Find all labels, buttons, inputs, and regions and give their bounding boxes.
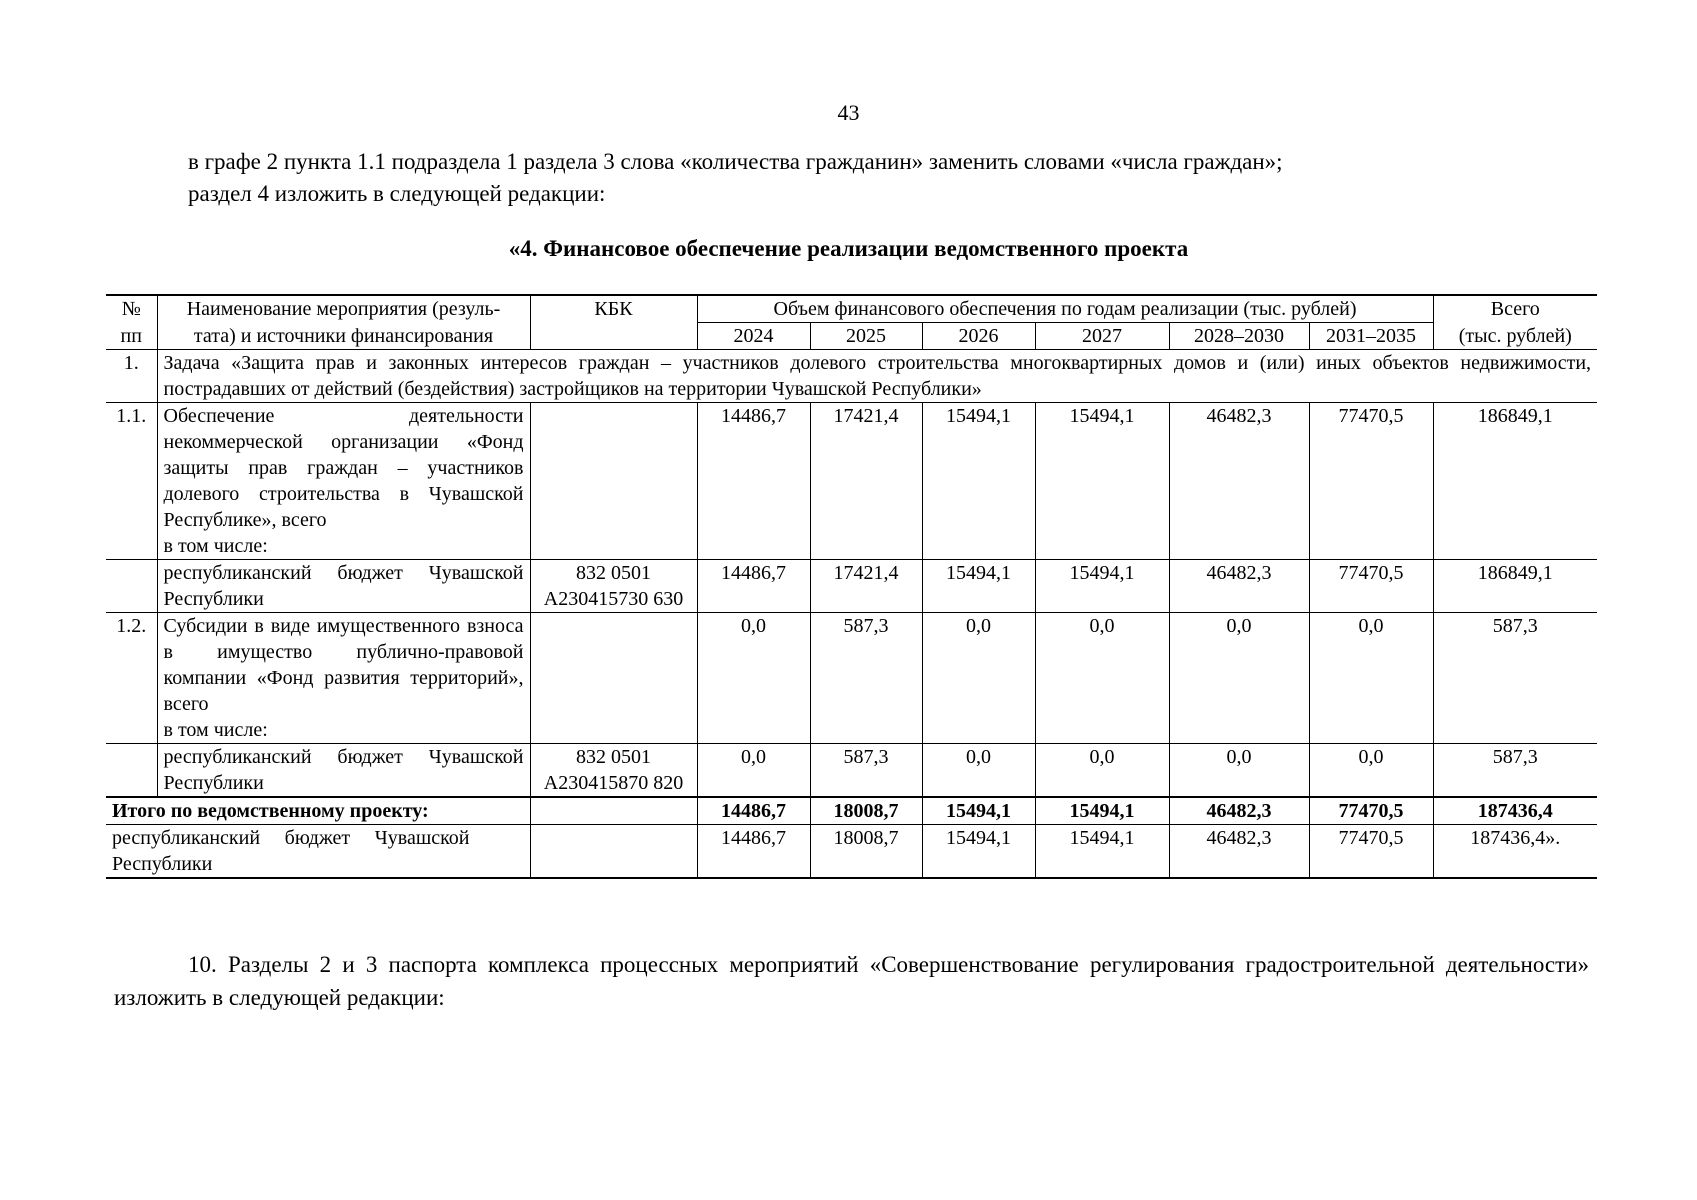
budget-sum: 187436,4». bbox=[1433, 825, 1597, 879]
table-row bbox=[106, 744, 1597, 798]
budget-value: 18008,7 bbox=[810, 825, 922, 879]
header-name bbox=[157, 295, 530, 323]
row-total: 186849,1 bbox=[1433, 560, 1597, 613]
header-year: 2024 bbox=[697, 323, 810, 350]
row-name-text: Обеспечение деятельности некоммерческой организации «Фонд защиты прав граждан – участников долевого строительства в Чувашской Республике», всего bbox=[163, 405, 524, 531]
budget-row bbox=[106, 825, 1597, 879]
header-row-1 bbox=[106, 295, 1597, 323]
row-value: 0,0 bbox=[1169, 613, 1309, 744]
header-year: 2028–2030 bbox=[1169, 323, 1309, 350]
header-year: 2031–2035 bbox=[1309, 323, 1433, 350]
row-value: 587,3 bbox=[810, 744, 922, 798]
row-value: 14486,7 bbox=[697, 403, 810, 560]
row-name bbox=[157, 744, 530, 798]
row-value: 0,0 bbox=[1309, 744, 1433, 798]
header-num bbox=[106, 295, 157, 323]
row-kbk bbox=[530, 403, 697, 560]
budget-value: 77470,5 bbox=[1309, 825, 1433, 879]
row-total: 186849,1 bbox=[1433, 403, 1597, 560]
row-num bbox=[106, 560, 157, 613]
budget-value: 15494,1 bbox=[1035, 825, 1169, 879]
row-value: 0,0 bbox=[697, 744, 810, 798]
section-title: «4. Финансовое обеспечение реализации ведомственного проекта bbox=[508, 236, 1189, 261]
row-value: 0,0 bbox=[1309, 613, 1433, 744]
task-row bbox=[106, 350, 1597, 403]
header-kbk bbox=[530, 295, 697, 323]
header-name-2: тата) и источники финансирования bbox=[157, 323, 530, 350]
budget-kbk bbox=[530, 825, 697, 879]
row-num: 1.2. bbox=[106, 613, 157, 744]
total-value: 77470,5 bbox=[1309, 797, 1433, 825]
row-value: 0,0 bbox=[922, 613, 1035, 744]
row-value: 587,3 bbox=[810, 613, 922, 744]
total-row bbox=[106, 797, 1597, 825]
budget-label bbox=[106, 825, 530, 879]
page-number: 43 bbox=[837, 100, 860, 125]
row-value: 0,0 bbox=[1169, 744, 1309, 798]
total-value: 14486,7 bbox=[697, 797, 810, 825]
row-name bbox=[157, 560, 530, 613]
header-num-2: пп bbox=[106, 323, 157, 350]
budget-value: 14486,7 bbox=[697, 825, 810, 879]
header-year: 2027 bbox=[1035, 323, 1169, 350]
row-name bbox=[157, 613, 530, 744]
header-row-2 bbox=[106, 323, 1597, 350]
header-num-line-1: № bbox=[121, 298, 141, 320]
row-name-text: республиканский бюджет Чувашской Республики bbox=[163, 746, 524, 794]
row-value: 15494,1 bbox=[1035, 560, 1169, 613]
row-kbk: 832 0501 А230415870 820 bbox=[530, 744, 697, 798]
total-sum: 187436,4 bbox=[1433, 797, 1597, 825]
row-value: 77470,5 bbox=[1309, 403, 1433, 560]
row-value: 0,0 bbox=[697, 613, 810, 744]
row-value: 0,0 bbox=[922, 744, 1035, 798]
task-text: Задача «Защита прав и законных интересов граждан – участников долевого строительства многоквартирных домов и (или) иных объектов недвижимости, пострадавших от действий (бездействия) застройщиков на территории Чувашской Республики» bbox=[157, 350, 1597, 403]
row-value: 15494,1 bbox=[922, 403, 1035, 560]
row-name bbox=[157, 403, 530, 560]
row-num bbox=[106, 744, 157, 798]
row-value: 14486,7 bbox=[697, 560, 810, 613]
task-num: 1. bbox=[106, 350, 157, 403]
budget-value: 15494,1 bbox=[922, 825, 1035, 879]
row-name-text: республиканский бюджет Чувашской Республики bbox=[163, 562, 524, 610]
table-row bbox=[106, 560, 1597, 613]
row-value: 77470,5 bbox=[1309, 560, 1433, 613]
row-value: 0,0 bbox=[1035, 744, 1169, 798]
header-total-2: (тыс. рублей) bbox=[1433, 323, 1597, 350]
total-value: 15494,1 bbox=[1035, 797, 1169, 825]
financing-table bbox=[106, 294, 1597, 879]
intro-paragraph-2: раздел 4 изложить в следующей редакции: bbox=[188, 181, 606, 206]
closing-paragraph: 10. Разделы 2 и 3 паспорта комплекса процессных мероприятий «Совершенствование регулирования градостроительной деятельности» изложить в следующей редакции: bbox=[114, 952, 1589, 1010]
table-row bbox=[106, 403, 1597, 560]
row-name-text: Субсидии в виде имущественного взноса в имущество публично-правовой компании «Фонд развития территорий», всего bbox=[163, 615, 524, 715]
row-kbk bbox=[530, 613, 697, 744]
budget-label-text: республиканский бюджет Чувашской Республики bbox=[112, 827, 470, 875]
row-total: 587,3 bbox=[1433, 744, 1597, 798]
row-name-sub: в том числе: bbox=[163, 535, 268, 557]
header-kbk-label: КБК bbox=[594, 298, 633, 320]
row-value: 15494,1 bbox=[922, 560, 1035, 613]
budget-value: 46482,3 bbox=[1169, 825, 1309, 879]
row-total: 587,3 bbox=[1433, 613, 1597, 744]
header-year: 2026 bbox=[922, 323, 1035, 350]
row-value: 17421,4 bbox=[810, 403, 922, 560]
row-value: 46482,3 bbox=[1169, 560, 1309, 613]
total-value: 18008,7 bbox=[810, 797, 922, 825]
row-value: 0,0 bbox=[1035, 613, 1169, 744]
total-label: Итого по ведомственному проекту: bbox=[106, 797, 530, 825]
intro-paragraph-1: в графе 2 пункта 1.1 подраздела 1 раздела 3 слова «количества гражданин» заменить словами «числа граждан»; bbox=[188, 149, 1283, 174]
row-kbk: 832 0501 А230415730 630 bbox=[530, 560, 697, 613]
header-total-line-1: Всего bbox=[1490, 298, 1540, 320]
header-volume: Объем финансового обеспечения по годам реализации (тыс. рублей) bbox=[697, 295, 1433, 323]
row-value: 46482,3 bbox=[1169, 403, 1309, 560]
header-name-line-1: Наименование мероприятия (резуль- bbox=[186, 298, 501, 320]
total-kbk bbox=[530, 797, 697, 825]
header-total bbox=[1433, 295, 1597, 323]
table-row bbox=[106, 613, 1597, 744]
row-num: 1.1. bbox=[106, 403, 157, 560]
row-value: 17421,4 bbox=[810, 560, 922, 613]
row-value: 15494,1 bbox=[1035, 403, 1169, 560]
header-year: 2025 bbox=[810, 323, 922, 350]
total-value: 46482,3 bbox=[1169, 797, 1309, 825]
total-value: 15494,1 bbox=[922, 797, 1035, 825]
row-name-sub: в том числе: bbox=[163, 719, 268, 741]
header-kbk-2 bbox=[530, 323, 697, 350]
